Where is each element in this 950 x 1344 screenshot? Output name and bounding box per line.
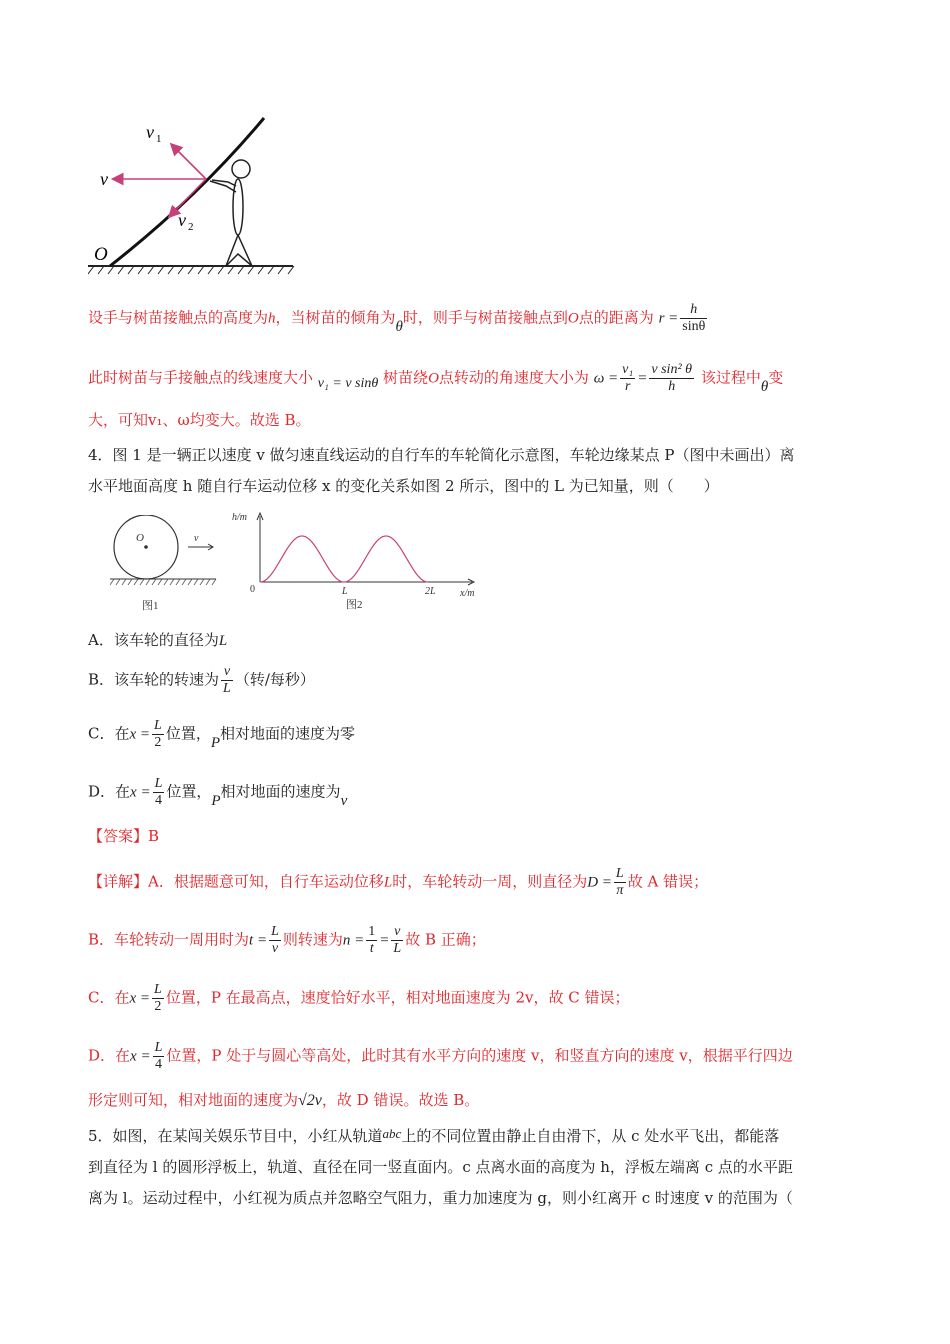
fraction-v-L <box>221 664 233 697</box>
text: （转/每秒） <box>234 670 315 689</box>
q4-detail-B <box>88 924 486 957</box>
graph-ylabel: h/m <box>232 512 247 523</box>
math-x: x = <box>129 990 151 1007</box>
symbol-O: O <box>428 370 439 387</box>
q4-stem-line1: 4．图 1 是一辆正以速度 v 做匀速直线运动的自行车的车轮简化示意图，车轮边缘某点 P（图中未画出）离 <box>88 446 795 464</box>
text: C．在 <box>88 988 130 1007</box>
frac-num: v₁ <box>622 362 634 377</box>
fraction-L-2 <box>152 718 164 751</box>
q4-detail-C <box>88 982 629 1015</box>
velocity-v1-arrow <box>172 145 206 179</box>
text: A．该车轮的直径为 <box>88 631 219 649</box>
math-r: r = <box>658 310 679 327</box>
fraction-v-L <box>391 924 403 957</box>
q4-figure2-graph <box>230 508 490 618</box>
math-t: t = <box>249 932 268 949</box>
text: 【详解】A．根据题意可知，自行车运动位移 <box>88 872 384 891</box>
q5-stem-line2: 到直径为 l 的圆形浮板上，轨道、直径在同一竖直面内。c 点离水面的高度为 h，浮板左端离 c 点的水平距 <box>88 1158 793 1176</box>
math-abc: abc <box>382 1126 402 1141</box>
fraction-vsin2-h <box>649 362 694 395</box>
text: 位置，P 在最高点，速度恰好水平，相对地面速度为 2v，故 C 错误； <box>165 988 630 1007</box>
text: 点转动的角速度大小为 <box>438 368 589 387</box>
frac-den: L <box>223 681 231 696</box>
text: 5．如图，在某闯关娱乐节目中，小红从轨道 <box>88 1127 383 1145</box>
sol3-line2 <box>88 362 783 395</box>
math-v1-formula: v₁ = v sinθ <box>317 375 379 391</box>
symbol-v: v <box>340 792 348 809</box>
fraction-L-v <box>269 924 281 957</box>
symbol-h: h <box>268 310 276 327</box>
text: 该过程中 <box>700 368 761 387</box>
label-O: O <box>94 244 108 265</box>
fraction-L-2 <box>152 982 164 1015</box>
math-eq: = <box>379 932 390 949</box>
math-x: x = <box>130 1048 151 1065</box>
symbol-L: L <box>218 633 228 649</box>
frac-den: 2 <box>154 999 162 1014</box>
fraction-v1-r <box>620 362 635 395</box>
fraction-L-pi <box>614 866 626 899</box>
text: C．在 <box>88 724 130 743</box>
symbol-theta: θ <box>760 378 769 395</box>
graph-xlabel: x/m <box>460 588 475 599</box>
text: ，当树苗的倾角为 <box>275 308 396 327</box>
text: 故 A 错误； <box>627 872 709 891</box>
frac-den: π <box>616 883 624 898</box>
frac-den: t <box>369 941 374 956</box>
velocity-v2-arrow <box>170 179 206 216</box>
text: 相对地面的速度为 <box>220 782 341 801</box>
text: D．在 <box>88 1046 131 1065</box>
graph-origin: 0 <box>250 584 255 595</box>
frac-den: r <box>624 379 631 394</box>
q4-option-A[interactable] <box>88 628 227 653</box>
text: 变 <box>768 368 784 387</box>
text: 相对地面的速度为零 <box>220 724 356 743</box>
fraction-L-4 <box>153 1040 165 1073</box>
frac-num: L <box>154 1040 163 1055</box>
frac-num: v sin² θ <box>651 362 693 377</box>
wheel-center-dot <box>144 545 148 549</box>
text: 则转速为 <box>282 930 343 949</box>
graph-h-curve <box>260 536 428 582</box>
frac-num: v <box>221 664 233 681</box>
text: B．该车轮的转速为 <box>88 670 220 689</box>
math-x: x = <box>129 726 151 743</box>
label-v2-sub: 2 <box>188 221 194 233</box>
symbol-theta: θ <box>395 318 403 335</box>
math-omega: ω = <box>593 370 619 387</box>
frac-num: 1 <box>368 924 376 939</box>
text: 上的不同位置由静止自由滑下，从 c 处水平飞出，都能落 <box>401 1127 780 1145</box>
q4-option-C[interactable] <box>88 718 355 751</box>
math-x: x = <box>130 784 151 801</box>
math-eq: = <box>637 370 648 387</box>
text: 位置， <box>166 782 212 801</box>
label-v1: v <box>146 122 154 142</box>
q5-stem-line1 <box>88 1124 779 1149</box>
text: 设手与树苗接触点的高度为 <box>88 308 269 327</box>
person-figure <box>210 160 252 266</box>
graph-tick-L: L <box>342 586 348 597</box>
symbol-O: O <box>567 310 579 327</box>
symbol-P: P <box>211 792 221 809</box>
q5-stem-line3: 离为 l。运动过程中，小红视为质点并忽略空气阻力，重力加速度为 g，则小红离开 c 时速度 v 的范围为（ <box>88 1189 793 1207</box>
frac-den: v <box>271 941 279 956</box>
text: 时，车轮转动一周，则直径为 <box>392 872 588 891</box>
sol3-line1 <box>88 302 709 335</box>
label-v: v <box>100 169 108 189</box>
text: 树苗绕 <box>383 368 429 387</box>
wheel-label-v: v <box>194 533 199 544</box>
q4-option-D[interactable] <box>88 776 347 809</box>
figure1-caption: 图1 <box>142 600 159 612</box>
text: 时，则手与树苗接触点到 <box>402 308 568 327</box>
frac-num: v <box>391 924 403 941</box>
frac-den: sinθ <box>682 319 706 334</box>
graph-tick-2L: 2L <box>425 586 436 597</box>
text: 位置，P 处于与圆心等高处，此时其有水平方向的速度 v，和竖直方向的速度 v，根据平行四边 <box>166 1046 793 1065</box>
text: D．在 <box>88 782 131 801</box>
fraction-L-4 <box>153 776 165 809</box>
q4-answer: 【答案】B <box>88 827 160 845</box>
math-D: D = <box>587 874 612 891</box>
q4-detail-D-cont <box>88 1088 479 1113</box>
text: ，故 D 错误。故选 B。 <box>321 1091 480 1109</box>
q4-figure1-wheel <box>110 515 220 615</box>
frac-num: h <box>680 302 707 319</box>
wheel-label-O: O <box>136 532 144 544</box>
fraction-1-t <box>366 924 377 957</box>
frac-den: 2 <box>154 735 162 750</box>
frac-num: L <box>154 718 162 733</box>
sol3-line3: 大，可知v₁、ω均变大。故选 B。 <box>88 411 311 429</box>
tree-seedling <box>110 118 264 266</box>
figure2-caption: 图2 <box>346 599 363 611</box>
q4-detail-A <box>88 866 708 899</box>
text: 故 B 正确； <box>405 930 486 949</box>
frac-num: L <box>154 776 163 791</box>
text: 此时树苗与手接触点的线速度大小 <box>88 368 314 387</box>
frac-num: L <box>154 982 162 997</box>
text: B．车轮转动一周用时为 <box>88 930 250 949</box>
q4-option-B[interactable] <box>88 664 315 697</box>
fraction-h-sin <box>680 302 707 335</box>
text: 位置， <box>165 724 211 743</box>
ground-hatch <box>88 266 294 274</box>
label-v2: v <box>178 210 186 230</box>
math-sqrt2v: √2v <box>298 1092 322 1109</box>
tree-seedling-figure <box>88 112 298 277</box>
q4-detail-D <box>88 1040 793 1073</box>
frac-den: 4 <box>154 1057 162 1072</box>
q4-stem-line2: 水平地面高度 h 随自行车运动位移 x 的变化关系如图 2 所示，图中的 L 为已知量，则（ ） <box>88 477 719 495</box>
frac-den: L <box>393 941 402 956</box>
label-v1-sub: 1 <box>156 133 162 145</box>
text: 形定则可知，相对地面的速度为 <box>88 1091 299 1109</box>
frac-num: L <box>615 866 624 881</box>
frac-den: h <box>668 379 676 394</box>
text: 点的距离为 <box>578 308 654 327</box>
frac-num: L <box>271 924 279 939</box>
math-n: n = <box>342 932 365 949</box>
symbol-L: L <box>383 874 393 891</box>
symbol-P: P <box>210 734 220 751</box>
frac-den: 4 <box>154 793 162 808</box>
